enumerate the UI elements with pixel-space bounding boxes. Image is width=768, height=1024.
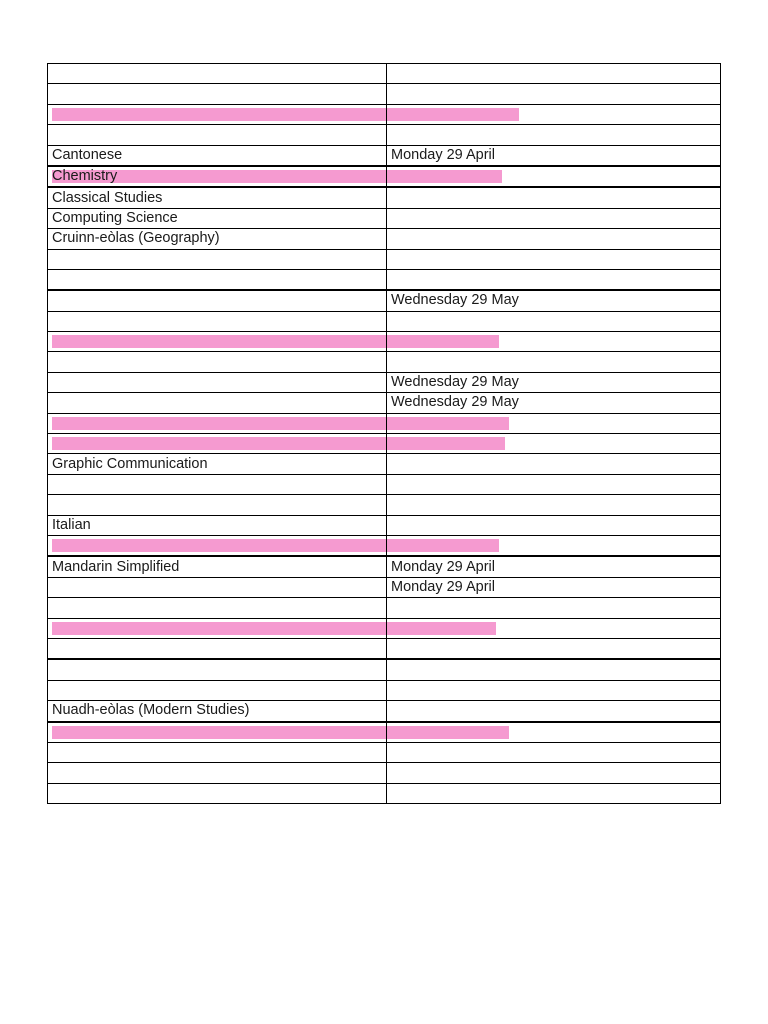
date-text: Wednesday 29 May	[391, 292, 519, 309]
table-row	[48, 145, 721, 166]
subject-cell	[48, 145, 387, 166]
subject-cell	[48, 783, 387, 803]
highlight-bar	[52, 417, 386, 430]
date-cell	[387, 64, 721, 84]
date-cell	[387, 166, 721, 187]
date-cell	[387, 84, 721, 104]
table-row	[48, 659, 721, 680]
subject-cell	[48, 125, 387, 145]
subject-cell	[48, 269, 387, 290]
subject-cell	[48, 556, 387, 577]
subject-cell	[48, 598, 387, 618]
highlight-bar	[387, 622, 496, 635]
subject-cell	[48, 680, 387, 700]
date-cell	[387, 515, 721, 535]
table-row	[48, 166, 721, 187]
date-cell	[387, 495, 721, 515]
table-row	[48, 454, 721, 474]
subject-cell	[48, 535, 387, 556]
date-text: Monday 29 April	[391, 558, 495, 575]
date-cell	[387, 598, 721, 618]
date-cell	[387, 618, 721, 638]
highlight-bar	[387, 335, 499, 348]
subject-text: Chemistry	[52, 168, 118, 185]
table-row	[48, 535, 721, 556]
subject-cell	[48, 434, 387, 454]
table-row	[48, 598, 721, 618]
subject-cell	[48, 515, 387, 535]
subject-cell	[48, 618, 387, 638]
table-row	[48, 556, 721, 577]
table-row	[48, 763, 721, 783]
subject-text: Computing Science	[52, 209, 178, 226]
date-cell	[387, 413, 721, 433]
subject-cell	[48, 638, 387, 659]
date-cell	[387, 311, 721, 331]
table-row	[48, 393, 721, 413]
table-row	[48, 783, 721, 803]
subject-cell	[48, 229, 387, 249]
date-cell	[387, 125, 721, 145]
subject-text: Cruinn-eòlas (Geography)	[52, 230, 220, 247]
highlight-bar	[52, 726, 386, 739]
date-cell	[387, 372, 721, 392]
table-row	[48, 722, 721, 743]
table-row	[48, 332, 721, 352]
table-row	[48, 742, 721, 762]
table-row	[48, 352, 721, 372]
date-cell	[387, 249, 721, 269]
highlight-bar	[52, 108, 386, 121]
table-row	[48, 577, 721, 597]
subject-cell	[48, 166, 387, 187]
subject-cell	[48, 413, 387, 433]
date-cell	[387, 638, 721, 659]
subject-cell	[48, 722, 387, 743]
date-cell	[387, 187, 721, 208]
date-cell	[387, 208, 721, 228]
date-cell	[387, 701, 721, 722]
table-row	[48, 372, 721, 392]
date-cell	[387, 104, 721, 124]
date-cell	[387, 556, 721, 577]
subject-cell	[48, 763, 387, 783]
date-text: Wednesday 29 May	[391, 394, 519, 411]
table-row	[48, 638, 721, 659]
subject-cell	[48, 659, 387, 680]
subject-cell	[48, 249, 387, 269]
date-cell	[387, 290, 721, 311]
subject-cell	[48, 208, 387, 228]
table-row	[48, 104, 721, 124]
table-row	[48, 64, 721, 84]
highlight-bar	[387, 170, 502, 183]
date-cell	[387, 474, 721, 494]
table-row	[48, 618, 721, 638]
subject-text: Graphic Communication	[52, 455, 208, 472]
date-cell	[387, 352, 721, 372]
table-row	[48, 515, 721, 535]
table-row	[48, 311, 721, 331]
highlight-bar	[52, 335, 386, 348]
subject-cell	[48, 372, 387, 392]
table-row	[48, 125, 721, 145]
subject-cell	[48, 454, 387, 474]
highlight-bar	[387, 417, 509, 430]
subject-cell	[48, 577, 387, 597]
subject-text: Italian	[52, 516, 91, 533]
subject-cell	[48, 742, 387, 762]
subject-cell	[48, 701, 387, 722]
highlight-bar	[387, 726, 509, 739]
highlight-bar	[387, 539, 499, 552]
exam-table-body	[48, 64, 721, 804]
highlight-bar	[387, 437, 505, 450]
subject-text: Classical Studies	[52, 189, 163, 206]
table-row	[48, 434, 721, 454]
date-cell	[387, 393, 721, 413]
table-row	[48, 249, 721, 269]
table-row	[48, 269, 721, 290]
date-cell	[387, 577, 721, 597]
date-text: Wednesday 29 May	[391, 374, 519, 391]
subject-text: Mandarin Simplified	[52, 558, 180, 575]
highlight-bar	[387, 108, 519, 121]
date-cell	[387, 332, 721, 352]
subject-cell	[48, 332, 387, 352]
highlight-bar	[52, 437, 386, 450]
subject-cell	[48, 290, 387, 311]
subject-cell	[48, 393, 387, 413]
date-cell	[387, 229, 721, 249]
subject-cell	[48, 474, 387, 494]
date-cell	[387, 722, 721, 743]
subject-text: Cantonese	[52, 146, 123, 163]
highlight-bar	[52, 539, 386, 552]
subject-cell	[48, 495, 387, 515]
date-cell	[387, 454, 721, 474]
date-cell	[387, 742, 721, 762]
subject-cell	[48, 187, 387, 208]
exam-timetable	[47, 63, 721, 804]
highlight-bar	[52, 622, 386, 635]
table-row	[48, 84, 721, 104]
date-cell	[387, 535, 721, 556]
date-cell	[387, 763, 721, 783]
subject-cell	[48, 311, 387, 331]
table-row	[48, 290, 721, 311]
subject-cell	[48, 352, 387, 372]
date-cell	[387, 145, 721, 166]
table-row	[48, 474, 721, 494]
subject-cell	[48, 104, 387, 124]
table-row	[48, 701, 721, 722]
table-row	[48, 413, 721, 433]
date-cell	[387, 783, 721, 803]
date-cell	[387, 659, 721, 680]
date-text: Monday 29 April	[391, 146, 495, 163]
date-cell	[387, 269, 721, 290]
date-cell	[387, 434, 721, 454]
subject-cell	[48, 84, 387, 104]
subject-cell	[48, 64, 387, 84]
table-row	[48, 229, 721, 249]
table-row	[48, 495, 721, 515]
table-row	[48, 208, 721, 228]
subject-text: Nuadh-eòlas (Modern Studies)	[52, 702, 250, 719]
date-cell	[387, 680, 721, 700]
table-row	[48, 187, 721, 208]
table-row	[48, 680, 721, 700]
date-text: Monday 29 April	[391, 578, 495, 595]
